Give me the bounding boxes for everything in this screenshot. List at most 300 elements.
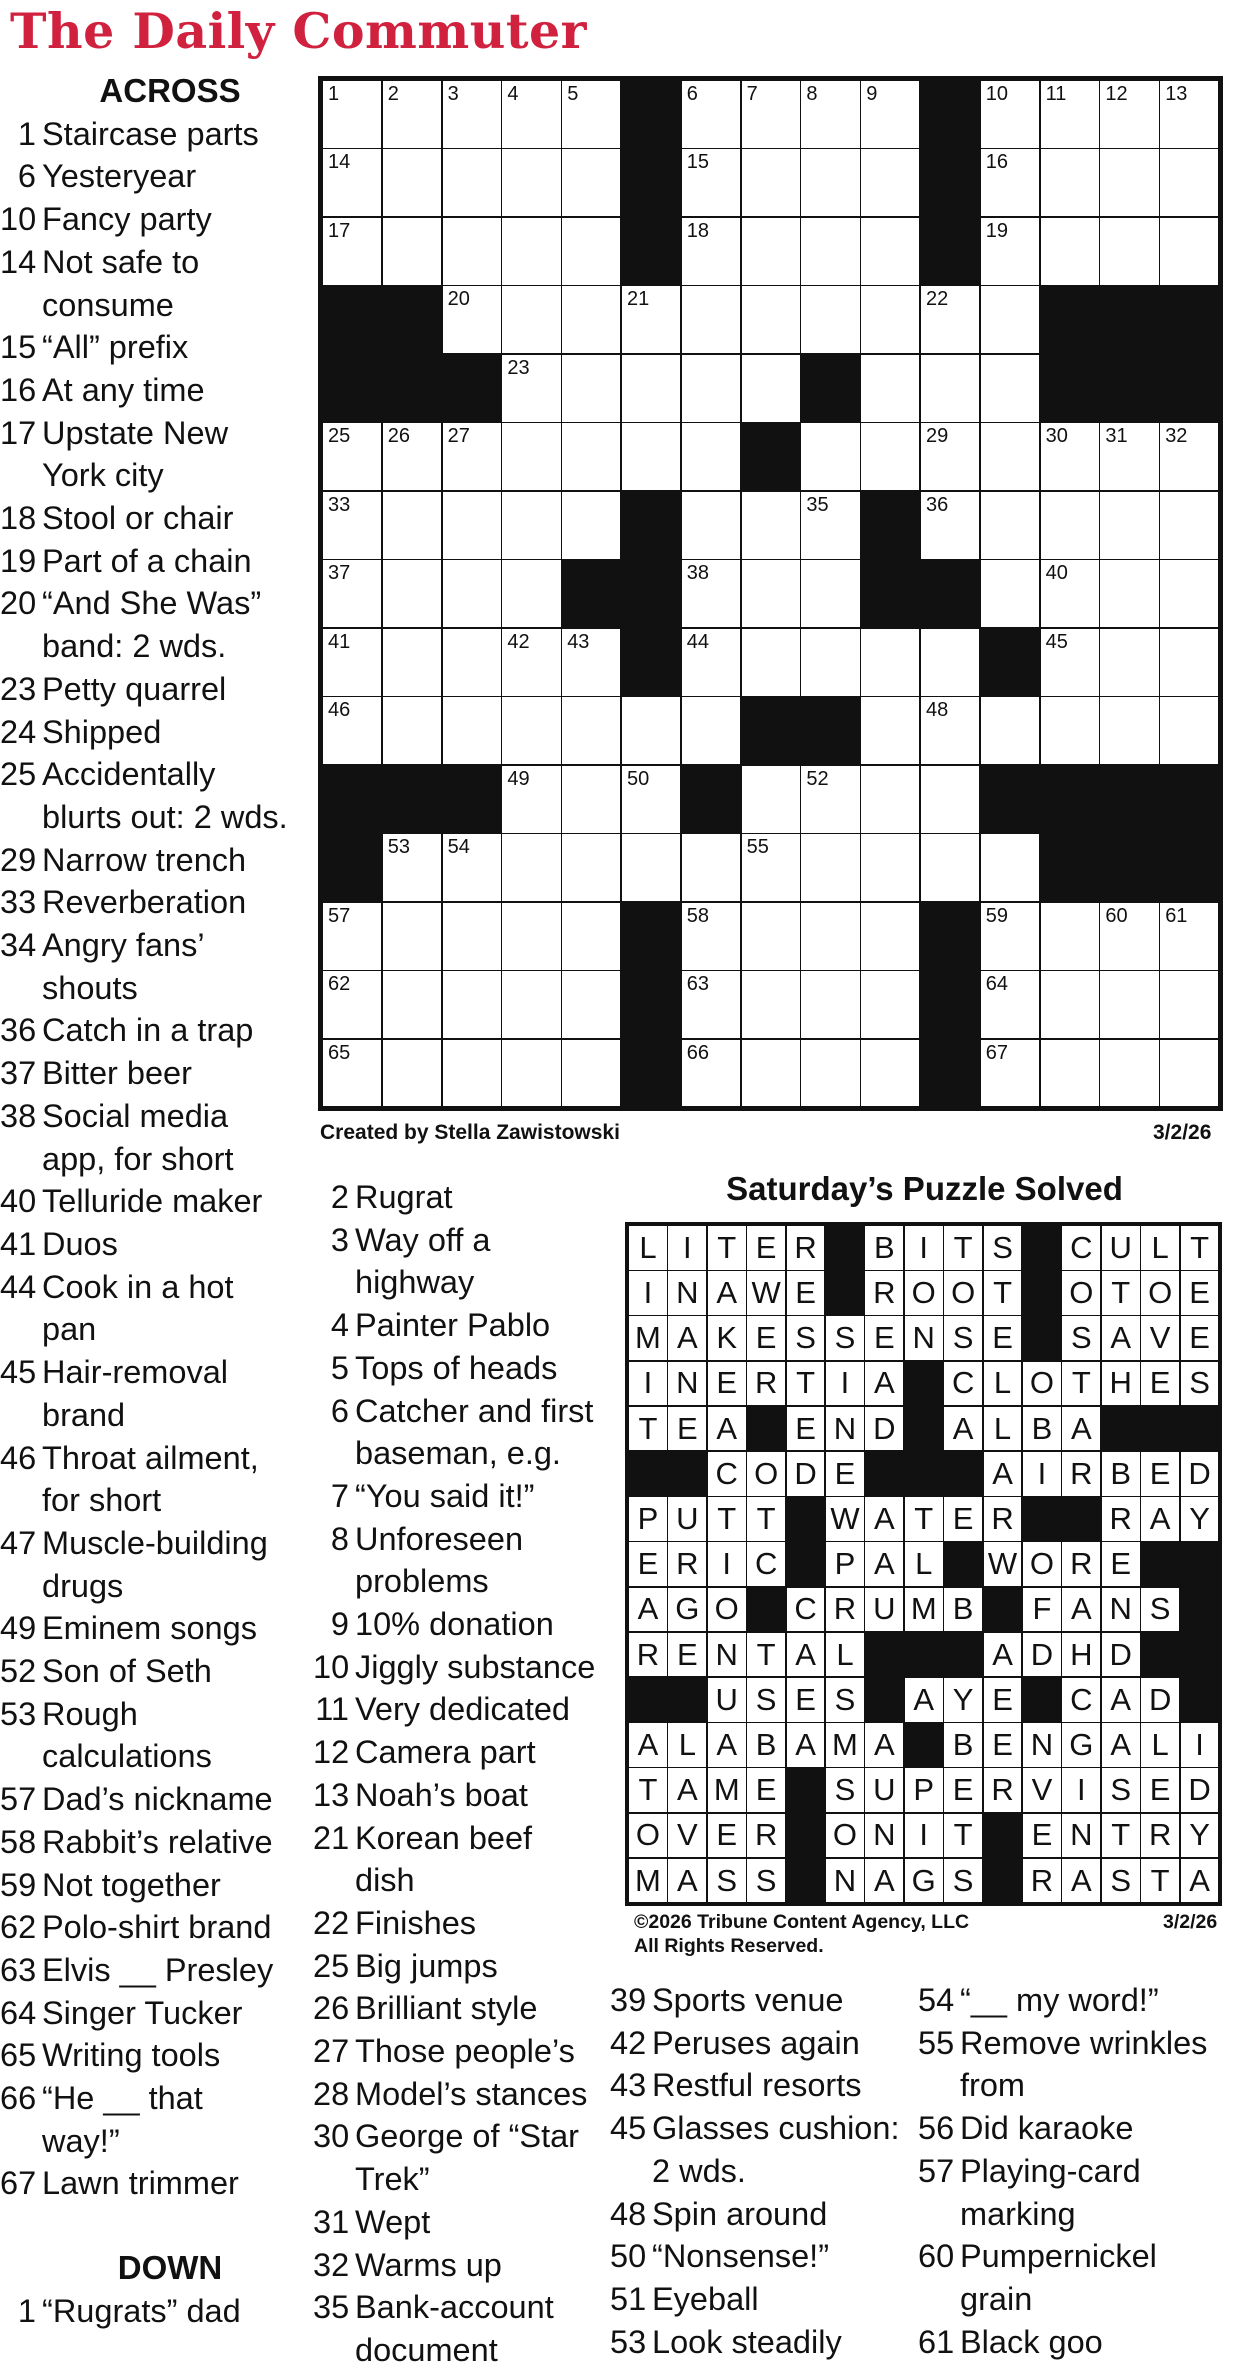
grid-cell[interactable]: [860, 354, 920, 423]
grid-cell[interactable]: [1159, 559, 1219, 628]
solved-block: [786, 1767, 826, 1813]
solved-cell: P: [825, 1541, 865, 1587]
solved-cell: I: [707, 1541, 747, 1587]
grid-cell[interactable]: [621, 422, 681, 491]
solved-block: [864, 1632, 904, 1678]
grid-cell[interactable]: [1099, 80, 1159, 149]
grid-cell[interactable]: [442, 285, 502, 354]
grid-cell[interactable]: [382, 1039, 442, 1108]
solved-cell: A: [864, 1541, 904, 1587]
grid-cell[interactable]: [980, 559, 1040, 628]
grid-cell[interactable]: [501, 833, 561, 902]
grid-cell[interactable]: [741, 970, 801, 1039]
grid-cell[interactable]: [442, 491, 502, 560]
clue-number: 47: [0, 1524, 37, 1561]
grid-cell[interactable]: [980, 833, 1040, 902]
grid-cell[interactable]: [1159, 148, 1219, 217]
grid-cell[interactable]: [741, 80, 801, 149]
solved-cell: R: [983, 1496, 1023, 1542]
grid-cell[interactable]: [1099, 902, 1159, 971]
grid-block: [442, 765, 502, 834]
grid-cell[interactable]: [681, 285, 741, 354]
solved-cell: R: [1061, 1541, 1101, 1587]
clue-text: Tops of heads: [355, 1349, 558, 1386]
across-clue-37: [0, 1052, 300, 1095]
grid-cell[interactable]: [1040, 696, 1100, 765]
grid-block: [741, 696, 801, 765]
grid-cell[interactable]: [442, 1039, 502, 1108]
solved-cell: T: [1101, 1813, 1141, 1859]
across-clue-63: [0, 1949, 300, 1992]
grid-cell[interactable]: [681, 970, 741, 1039]
grid-cell[interactable]: [1040, 902, 1100, 971]
grid-cell[interactable]: [980, 696, 1040, 765]
grid-cell[interactable]: [741, 148, 801, 217]
grid-cell[interactable]: [1099, 491, 1159, 560]
grid-cell[interactable]: [1099, 696, 1159, 765]
clue-number: 57: [0, 1781, 37, 1818]
clue-number: 54: [918, 1982, 955, 2018]
grid-cell[interactable]: [442, 833, 502, 902]
clue-number: 21: [313, 1819, 350, 1856]
solved-cell: A: [864, 1722, 904, 1768]
clue-text: Cook in a hot: [42, 1268, 234, 1305]
grid-cell[interactable]: [681, 80, 741, 149]
solved-cell: O: [1022, 1361, 1062, 1407]
grid-cell[interactable]: [980, 422, 1040, 491]
solved-cell: R: [1140, 1813, 1180, 1859]
grid-cell[interactable]: [681, 902, 741, 971]
grid-cell[interactable]: [561, 422, 621, 491]
cell-number: 50: [627, 767, 650, 790]
grid-cell[interactable]: [501, 902, 561, 971]
grid-cell[interactable]: [741, 628, 801, 697]
clue-number: 57: [918, 2152, 955, 2189]
grid-cell[interactable]: [681, 696, 741, 765]
grid-cell[interactable]: [800, 1039, 860, 1108]
clue-number: 65: [0, 2037, 37, 2074]
grid-cell[interactable]: [561, 765, 621, 834]
grid-cell[interactable]: [681, 422, 741, 491]
grid-cell[interactable]: [561, 285, 621, 354]
grid-cell[interactable]: [1159, 970, 1219, 1039]
grid-cell[interactable]: [621, 285, 681, 354]
across-clue-62: [0, 1906, 300, 1949]
grid-cell[interactable]: [501, 1039, 561, 1108]
grid-block: [322, 354, 382, 423]
grid-block: [920, 217, 980, 286]
grid-cell[interactable]: [800, 902, 860, 971]
grid-cell[interactable]: [382, 491, 442, 560]
cell-number: 9: [866, 83, 878, 105]
grid-cell[interactable]: [1159, 628, 1219, 697]
grid-cell[interactable]: [1040, 422, 1100, 491]
grid-cell[interactable]: [561, 833, 621, 902]
clue-number: 55: [918, 2024, 955, 2061]
grid-cell[interactable]: [860, 80, 920, 149]
grid-cell[interactable]: [382, 80, 442, 149]
down-clue-4: [313, 1304, 613, 1347]
cell-number: 14: [328, 151, 351, 174]
clue-text: Writing tools: [42, 2037, 221, 2074]
grid-cell[interactable]: [980, 354, 1040, 423]
grid-cell[interactable]: [920, 491, 980, 560]
grid-cell[interactable]: [1099, 1039, 1159, 1108]
grid-cell[interactable]: [980, 902, 1040, 971]
solved-block: [786, 1813, 826, 1859]
grid-cell[interactable]: [1159, 491, 1219, 560]
grid-cell[interactable]: [322, 902, 382, 971]
solved-cell: I: [1022, 1451, 1062, 1497]
grid-cell[interactable]: [442, 217, 502, 286]
grid-cell[interactable]: [621, 354, 681, 423]
clue-number: 34: [0, 927, 37, 964]
grid-cell[interactable]: [442, 902, 502, 971]
grid-cell[interactable]: [860, 628, 920, 697]
grid-cell[interactable]: [1099, 559, 1159, 628]
clue-text: Polo-shirt brand: [42, 1909, 272, 1946]
grid-cell[interactable]: [561, 217, 621, 286]
grid-cell[interactable]: [1159, 696, 1219, 765]
across-clue-44: [0, 1266, 300, 1351]
down-clue-56: [918, 2107, 1240, 2150]
cell-number: 65: [328, 1041, 351, 1064]
across-clue-24: [0, 711, 300, 754]
grid-cell[interactable]: [681, 354, 741, 423]
grid-cell[interactable]: [501, 696, 561, 765]
solved-cell: U: [667, 1496, 707, 1542]
grid-cell[interactable]: [920, 422, 980, 491]
clue-text: problems: [355, 1563, 489, 1600]
grid-cell[interactable]: [741, 902, 801, 971]
grid-cell[interactable]: [382, 902, 442, 971]
solved-cell: E: [746, 1315, 786, 1361]
grid-cell[interactable]: [1159, 80, 1219, 149]
solved-cell: N: [864, 1813, 904, 1859]
solved-cell: S: [983, 1225, 1023, 1271]
grid-cell[interactable]: [681, 833, 741, 902]
grid-cell[interactable]: [860, 285, 920, 354]
grid-cell[interactable]: [442, 422, 502, 491]
grid-cell[interactable]: [442, 80, 502, 149]
grid-cell[interactable]: [501, 628, 561, 697]
grid-cell[interactable]: [1159, 422, 1219, 491]
solved-cell: S: [825, 1315, 865, 1361]
grid-cell[interactable]: [561, 970, 621, 1039]
grid-cell[interactable]: [501, 970, 561, 1039]
grid-cell[interactable]: [980, 491, 1040, 560]
clue-number: 25: [0, 756, 37, 793]
grid-cell[interactable]: [1159, 1039, 1219, 1108]
solved-block: [825, 1270, 865, 1316]
cell-number: 29: [926, 425, 949, 448]
grid-cell[interactable]: [561, 696, 621, 765]
clue-number: 15: [0, 329, 37, 366]
grid-cell[interactable]: [322, 1039, 382, 1108]
grid-cell[interactable]: [800, 833, 860, 902]
grid-cell[interactable]: [920, 628, 980, 697]
grid-cell[interactable]: [382, 217, 442, 286]
grid-cell[interactable]: [1040, 1039, 1100, 1108]
solved-cell: T: [746, 1496, 786, 1542]
grid-cell[interactable]: [442, 628, 502, 697]
solved-cell: S: [1140, 1587, 1180, 1633]
across-clue-45: [0, 1351, 300, 1436]
grid-cell[interactable]: [1040, 217, 1100, 286]
grid-cell[interactable]: [800, 80, 860, 149]
cell-number: 10: [985, 83, 1009, 105]
grid-block: [1159, 765, 1219, 834]
grid-cell[interactable]: [681, 491, 741, 560]
grid-cell[interactable]: [382, 148, 442, 217]
grid-cell[interactable]: [382, 696, 442, 765]
across-clue-23: [0, 668, 300, 711]
solved-cell: B: [1101, 1451, 1141, 1497]
grid-cell[interactable]: [920, 833, 980, 902]
solved-block: [1180, 1632, 1220, 1678]
solved-cell: E: [1180, 1270, 1220, 1316]
across-header: ACROSS: [99, 72, 241, 109]
grid-cell[interactable]: [980, 1039, 1040, 1108]
cell-number: 61: [1165, 904, 1188, 927]
grid-cell[interactable]: [980, 285, 1040, 354]
grid-cell[interactable]: [1040, 628, 1100, 697]
grid-cell[interactable]: [501, 285, 561, 354]
grid-cell[interactable]: [860, 696, 920, 765]
solved-cell: D: [1180, 1767, 1220, 1813]
down-clue-2: [313, 1176, 613, 1219]
grid-block: [681, 765, 741, 834]
solved-cell: A: [983, 1451, 1023, 1497]
grid-cell[interactable]: [741, 765, 801, 834]
grid-cell[interactable]: [561, 148, 621, 217]
solved-cell: S: [1180, 1361, 1220, 1407]
down-clue-12: [313, 1731, 613, 1774]
solved-block: [786, 1858, 826, 1904]
grid-cell[interactable]: [800, 970, 860, 1039]
grid-cell[interactable]: [1099, 628, 1159, 697]
grid-cell[interactable]: [741, 833, 801, 902]
down-clue-22: [313, 1902, 613, 1945]
grid-cell[interactable]: [860, 1039, 920, 1108]
solved-block: [1022, 1270, 1062, 1316]
grid-cell[interactable]: [501, 559, 561, 628]
grid-cell[interactable]: [382, 422, 442, 491]
grid-cell[interactable]: [1099, 422, 1159, 491]
grid-cell[interactable]: [501, 148, 561, 217]
grid-cell[interactable]: [561, 628, 621, 697]
grid-block: [1040, 285, 1100, 354]
clue-text: blurts out: 2 wds.: [42, 798, 288, 835]
grid-cell[interactable]: [322, 217, 382, 286]
grid-block: [382, 765, 442, 834]
grid-cell[interactable]: [1040, 148, 1100, 217]
clue-text: calculations: [42, 1738, 212, 1775]
copyright-line-1: ©2026 Tribune Content Agency, LLC: [634, 1911, 970, 1933]
grid-block: [621, 902, 681, 971]
grid-cell[interactable]: [980, 80, 1040, 149]
across-clue-65: [0, 2034, 300, 2077]
solved-block: [1180, 1677, 1220, 1723]
solved-block: [825, 1225, 865, 1271]
grid-cell[interactable]: [681, 148, 741, 217]
grid-cell[interactable]: [561, 354, 621, 423]
grid-cell[interactable]: [621, 833, 681, 902]
across-clue-46: [0, 1437, 300, 1522]
grid-cell[interactable]: [741, 1039, 801, 1108]
grid-cell[interactable]: [681, 1039, 741, 1108]
grid-cell[interactable]: [322, 559, 382, 628]
grid-cell[interactable]: [322, 422, 382, 491]
clue-text: Did karaoke: [960, 2110, 1134, 2147]
grid-cell[interactable]: [382, 628, 442, 697]
grid-block: [621, 559, 681, 628]
grid-cell[interactable]: [741, 217, 801, 286]
grid-cell[interactable]: [322, 696, 382, 765]
clue-number: 53: [0, 1695, 37, 1732]
grid-cell[interactable]: [681, 628, 741, 697]
across-clue-18: [0, 497, 300, 540]
grid-cell[interactable]: [1040, 80, 1100, 149]
clue-text: dish: [355, 1862, 415, 1899]
cell-number: 13: [1165, 83, 1188, 105]
grid-cell[interactable]: [800, 148, 860, 217]
solved-cell: L: [667, 1722, 707, 1768]
down-clue-21: [313, 1817, 613, 1902]
grid-cell[interactable]: [741, 491, 801, 560]
grid-cell[interactable]: [1159, 217, 1219, 286]
cell-number: 58: [686, 904, 710, 927]
grid-cell[interactable]: [860, 148, 920, 217]
grid-cell[interactable]: [980, 217, 1040, 286]
clue-text: app, for short: [42, 1140, 234, 1177]
grid-cell[interactable]: [322, 148, 382, 217]
grid-cell[interactable]: [501, 422, 561, 491]
grid-cell[interactable]: [621, 696, 681, 765]
grid-cell[interactable]: [920, 696, 980, 765]
grid-cell[interactable]: [1040, 491, 1100, 560]
grid-cell[interactable]: [1099, 148, 1159, 217]
grid-cell[interactable]: [800, 422, 860, 491]
grid-block: [621, 148, 681, 217]
grid-cell[interactable]: [501, 80, 561, 149]
solved-cell: E: [943, 1767, 983, 1813]
cell-number: 18: [686, 219, 710, 242]
grid-cell[interactable]: [1040, 559, 1100, 628]
grid-cell[interactable]: [860, 422, 920, 491]
grid-block: [1159, 354, 1219, 423]
grid-cell[interactable]: [621, 765, 681, 834]
grid-cell[interactable]: [1159, 902, 1219, 971]
grid-cell[interactable]: [501, 491, 561, 560]
solved-cell: T: [1180, 1225, 1220, 1271]
grid-cell[interactable]: [382, 833, 442, 902]
grid-cell[interactable]: [382, 970, 442, 1039]
solved-cell: W: [825, 1496, 865, 1542]
grid-cell[interactable]: [382, 559, 442, 628]
grid-cell[interactable]: [501, 765, 561, 834]
grid-cell[interactable]: [860, 217, 920, 286]
grid-cell[interactable]: [920, 354, 980, 423]
grid-cell[interactable]: [860, 833, 920, 902]
grid-cell[interactable]: [1099, 970, 1159, 1039]
grid-cell[interactable]: [741, 285, 801, 354]
grid-cell[interactable]: [800, 765, 860, 834]
grid-cell[interactable]: [920, 285, 980, 354]
clue-number: 32: [313, 2246, 350, 2283]
grid-cell[interactable]: [681, 217, 741, 286]
cell-number: 16: [985, 151, 1009, 174]
across-clues-column: [0, 70, 300, 2333]
grid-cell[interactable]: [322, 491, 382, 560]
solved-cell: S: [825, 1677, 865, 1723]
clue-text: consume: [42, 286, 174, 323]
solved-cell: D: [864, 1406, 904, 1452]
grid-cell[interactable]: [442, 559, 502, 628]
grid-cell[interactable]: [741, 559, 801, 628]
across-clue-40: [0, 1180, 300, 1223]
solved-cell: A: [864, 1496, 904, 1542]
cell-number: 45: [1045, 630, 1068, 653]
grid-cell[interactable]: [860, 902, 920, 971]
across-clue-10: [0, 198, 300, 241]
grid-cell[interactable]: [800, 559, 860, 628]
clue-text: document: [355, 2331, 498, 2368]
grid-cell[interactable]: [800, 285, 860, 354]
grid-cell[interactable]: [561, 902, 621, 971]
clue-number: 12: [313, 1734, 350, 1771]
grid-cell[interactable]: [681, 559, 741, 628]
cell-number: 63: [686, 973, 710, 996]
grid-cell[interactable]: [501, 217, 561, 286]
clue-text: Very dedicated: [355, 1691, 571, 1728]
grid-cell[interactable]: [980, 970, 1040, 1039]
clue-text: Spin around: [652, 2195, 828, 2232]
grid-cell[interactable]: [920, 765, 980, 834]
cell-number: 27: [447, 425, 470, 448]
grid-cell[interactable]: [442, 970, 502, 1039]
grid-cell[interactable]: [561, 80, 621, 149]
grid-cell[interactable]: [322, 628, 382, 697]
clue-number: 4: [330, 1307, 349, 1344]
grid-cell[interactable]: [1040, 970, 1100, 1039]
grid-cell[interactable]: [800, 628, 860, 697]
grid-block: [561, 559, 621, 628]
grid-cell[interactable]: [561, 1039, 621, 1108]
grid-cell[interactable]: [800, 491, 860, 560]
solved-block: [1101, 1406, 1141, 1452]
copyright-line-2: All Rights Reserved.: [634, 1935, 824, 1957]
grid-cell[interactable]: [322, 80, 382, 149]
solved-cell: T: [628, 1406, 668, 1452]
grid-cell[interactable]: [860, 970, 920, 1039]
solved-cell: E: [786, 1270, 826, 1316]
grid-cell[interactable]: [800, 217, 860, 286]
clue-text: Look steadily: [652, 2323, 842, 2360]
grid-cell[interactable]: [1099, 217, 1159, 286]
solved-block: [1180, 1541, 1220, 1587]
grid-cell[interactable]: [741, 354, 801, 423]
grid-cell[interactable]: [561, 491, 621, 560]
grid-cell[interactable]: [980, 148, 1040, 217]
grid-cell[interactable]: [322, 970, 382, 1039]
grid-cell[interactable]: [442, 696, 502, 765]
solved-cell: P: [628, 1496, 668, 1542]
grid-cell[interactable]: [501, 354, 561, 423]
solved-cell: E: [983, 1722, 1023, 1768]
grid-cell[interactable]: [860, 765, 920, 834]
grid-cell[interactable]: [442, 148, 502, 217]
